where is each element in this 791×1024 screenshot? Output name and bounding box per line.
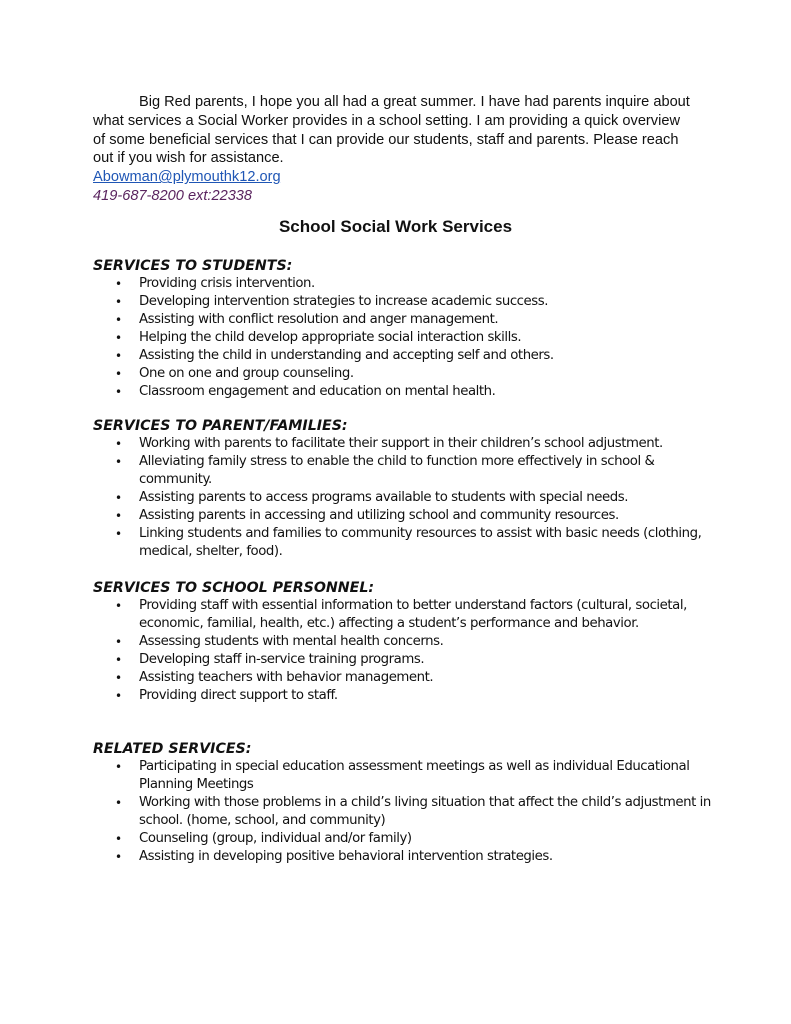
list-item <box>93 525 713 561</box>
bullet-icon: • <box>115 850 122 864</box>
bullet-icon: • <box>115 385 122 399</box>
list-item <box>93 651 713 669</box>
bullet-icon: • <box>115 599 122 613</box>
list-item <box>93 794 713 830</box>
list-item <box>93 848 713 866</box>
list-item <box>93 383 713 401</box>
list-item <box>93 758 713 794</box>
section-heading: SERVICES TO STUDENTS: <box>93 258 293 274</box>
bullet-icon: • <box>115 277 122 291</box>
section-heading: RELATED SERVICES: <box>93 741 252 757</box>
bullet-icon: • <box>115 491 122 505</box>
list-item-text: Providing direct support to staff. <box>139 688 338 703</box>
bullet-icon: • <box>115 689 122 703</box>
list-item <box>93 489 713 507</box>
list-item <box>93 293 713 311</box>
list-item <box>93 347 713 365</box>
intro-block <box>93 93 693 205</box>
list-item-text: Assisting teachers with behavior management. <box>139 670 434 685</box>
bullet-icon: • <box>115 349 122 363</box>
list-item-text: Helping the child develop appropriate social interaction skills. <box>139 330 522 345</box>
list-item-text: Assisting the child in understanding and accepting self and others. <box>139 348 554 363</box>
bullet-icon: • <box>115 509 122 523</box>
service-list <box>93 597 713 705</box>
bullet-icon: • <box>115 635 122 649</box>
list-item-text: Providing staff with essential information to better understand factors (cultural, societal, economic, familial, health, etc.) affecting a student’s performance and behavior. <box>139 598 687 631</box>
list-item-text: Classroom engagement and education on mental health. <box>139 384 496 399</box>
list-item <box>93 365 713 383</box>
bullet-icon: • <box>115 313 122 327</box>
list-item-text: Assisting with conflict resolution and anger management. <box>139 312 499 327</box>
bullet-icon: • <box>115 653 122 667</box>
list-item <box>93 435 713 453</box>
section-students <box>93 257 713 401</box>
list-item-text: Assisting parents in accessing and utilizing school and community resources. <box>139 508 619 523</box>
bullet-icon: • <box>115 437 122 451</box>
list-item <box>93 669 713 687</box>
section-heading: SERVICES TO SCHOOL PERSONNEL: <box>93 580 375 596</box>
email-link[interactable]: Abowman@plymouthk12.org <box>93 169 281 186</box>
list-item-text: Counseling (group, individual and/or family) <box>139 831 412 846</box>
list-item-text: Working with parents to facilitate their support in their children’s school adjustment. <box>139 436 663 451</box>
service-list <box>93 275 713 401</box>
bullet-icon: • <box>115 367 122 381</box>
list-item-text: Linking students and families to community resources to assist with basic needs (clothing, medical, shelter, food). <box>139 526 702 559</box>
list-item <box>93 687 713 705</box>
list-item <box>93 453 713 489</box>
list-item-text: One on one and group counseling. <box>139 366 354 381</box>
list-item-text: Developing staff in-service training programs. <box>139 652 425 667</box>
list-item <box>93 311 713 329</box>
list-item-text: Alleviating family stress to enable the child to function more effectively in school & community. <box>139 454 655 487</box>
bullet-icon: • <box>115 527 122 541</box>
list-item-text: Developing intervention strategies to increase academic success. <box>139 294 549 309</box>
page-title: School Social Work Services <box>278 217 513 236</box>
intro-paragraph: Big Red parents, I hope you all had a great summer. I have had parents inquire about what services a Social Worker provides in a school setting. I am providing a quick overview of some beneficial services that I can provide our students, staff and parents. Please reach out if you wish for assistance. <box>93 94 690 167</box>
bullet-icon: • <box>115 832 122 846</box>
list-item-text: Participating in special education assessment meetings as well as individual Educational Planning Meetings <box>139 759 690 792</box>
list-item-text: Providing crisis intervention. <box>139 276 315 291</box>
list-item <box>93 507 713 525</box>
section-school-personnel <box>93 579 713 705</box>
bullet-icon: • <box>115 331 122 345</box>
list-item <box>93 633 713 651</box>
list-item <box>93 597 713 633</box>
section-heading: SERVICES TO PARENT/FAMILIES: <box>93 418 348 434</box>
service-list <box>93 435 713 561</box>
bullet-icon: • <box>115 796 122 810</box>
bullet-icon: • <box>115 455 122 469</box>
list-item-text: Working with those problems in a child’s living situation that affect the child’s adjustment in school. (home, school, and community) <box>139 795 711 828</box>
service-list <box>93 758 713 866</box>
bullet-icon: • <box>115 671 122 685</box>
list-item-text: Assisting parents to access programs available to students with special needs. <box>139 490 628 505</box>
list-item <box>93 830 713 848</box>
phone-number: 419-687-8200 ext:22338 <box>93 187 253 204</box>
bullet-icon: • <box>115 760 122 774</box>
list-item <box>93 275 713 293</box>
section-parents-families <box>93 417 713 561</box>
list-item-text: Assessing students with mental health concerns. <box>139 634 444 649</box>
list-item-text: Assisting in developing positive behavioral intervention strategies. <box>139 849 553 864</box>
bullet-icon: • <box>115 295 122 309</box>
section-related-services <box>93 740 713 866</box>
list-item <box>93 329 713 347</box>
